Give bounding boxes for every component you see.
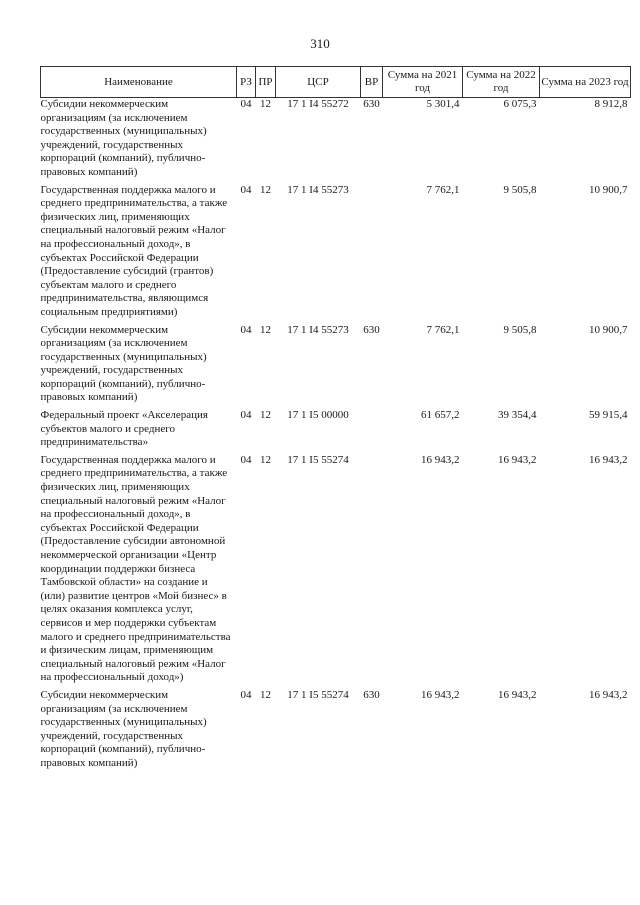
row-pr: 12 <box>260 98 271 110</box>
row-pr: 12 <box>260 323 271 336</box>
row-rz: 04 <box>240 688 252 701</box>
row-rz: 04 <box>240 453 252 466</box>
table-row <box>41 98 631 180</box>
row-csr: 17 1 I5 55274 <box>287 453 349 466</box>
row-sum-2023: 59 915,4 <box>589 409 628 422</box>
row-name: Субсидии некоммерческим организациям (за исключением государственных (муниципальных) учреждений, государственных корпораций (компаний), публично-правовых компаний) <box>40 688 207 769</box>
header-vr: ВР <box>361 67 383 98</box>
table-row <box>41 685 631 771</box>
page-number: 310 <box>310 36 330 51</box>
row-name: Государственная поддержка малого и среднего предпринимательства, а также физических лиц, применяющих специальный налоговый режим «Налог на профессиональный доход», в субъектах Российской Федерации (Предоставление субсидий (грантов) субъектам малого и среднего предпринимательства, являющимся социальным предприятиями) <box>40 183 228 318</box>
row-rz: 04 <box>240 98 252 110</box>
row-name: Государственная поддержка малого и среднего предпринимательства, а также физических лиц, применяющих специальный налоговый режим «Налог на профессиональный доход», в субъектах Российской Федерации (Предоставление субсидии автономной некоммерческой организации «Центр координации поддержки бизнеса Тамбовской области» на создание и (или) развитие центров «Мой бизнес» в целях оказания комплекса услуг, сервисов и мер поддержки субъектам малого и среднего предпринимательства и физическим лицам, применяющим специальный налоговый режим «Налог на профессиональный доход») <box>40 453 231 684</box>
row-sum-2022: 16 943,2 <box>498 453 537 466</box>
row-rz: 04 <box>240 409 252 422</box>
row-csr: 17 1 I4 55273 <box>287 323 349 336</box>
row-rz: 04 <box>240 183 252 196</box>
budget-table <box>40 66 631 771</box>
row-sum-2021: 5 301,4 <box>426 98 460 110</box>
table-header-row <box>41 67 631 98</box>
row-pr: 12 <box>260 183 271 196</box>
row-csr: 17 1 I5 00000 <box>287 409 349 422</box>
row-sum-2022: 16 943,2 <box>498 688 537 701</box>
row-pr: 12 <box>260 409 271 422</box>
header-sum-2021: Сумма на 2021 год <box>383 67 463 98</box>
row-sum-2023: 10 900,7 <box>589 183 628 196</box>
row-vr <box>361 405 383 450</box>
row-pr: 12 <box>260 453 271 466</box>
row-sum-2022: 9 505,8 <box>503 183 537 196</box>
row-vr: 630 <box>363 98 380 110</box>
header-sum-2022: Сумма на 2022 год <box>463 67 540 98</box>
header-csr: ЦСР <box>276 67 361 98</box>
row-sum-2021: 7 762,1 <box>426 183 460 196</box>
header-rz: РЗ <box>237 67 256 98</box>
row-sum-2021: 7 762,1 <box>426 323 460 336</box>
row-name: Федеральный проект «Акселерация субъектов малого и среднего предпринимательства» <box>40 409 208 449</box>
row-rz: 04 <box>240 323 252 336</box>
row-csr: 17 1 I4 55272 <box>287 98 349 110</box>
row-sum-2023: 16 943,2 <box>589 688 628 701</box>
table-row <box>41 405 631 450</box>
header-pr: ПР <box>256 67 276 98</box>
row-pr: 12 <box>260 688 271 701</box>
row-sum-2021: 16 943,2 <box>421 688 460 701</box>
row-name: Субсидии некоммерческим организациям (за исключением государственных (муниципальных) учреждений, государственных корпораций (компаний), публично-правовых компаний) <box>40 323 207 404</box>
header-sum-2023: Сумма на 2023 год <box>540 67 631 98</box>
row-sum-2023: 16 943,2 <box>589 453 628 466</box>
row-csr: 17 1 I5 55274 <box>287 688 349 701</box>
row-sum-2022: 6 075,3 <box>503 98 537 110</box>
row-sum-2022: 39 354,4 <box>498 409 537 422</box>
row-vr: 630 <box>363 688 380 701</box>
table-row <box>41 450 631 685</box>
table-row <box>41 320 631 406</box>
table-row <box>41 180 631 320</box>
row-sum-2022: 9 505,8 <box>503 323 537 336</box>
header-name: Наименование <box>41 67 237 98</box>
row-vr <box>361 180 383 320</box>
row-sum-2021: 16 943,2 <box>421 453 460 466</box>
row-sum-2021: 61 657,2 <box>421 409 460 422</box>
row-name: Субсидии некоммерческим организациям (за исключением государственных (муниципальных) учреждений, государственных корпораций (компаний), публично-правовых компаний) <box>40 98 207 178</box>
row-sum-2023: 8 912,8 <box>594 98 628 110</box>
row-vr: 630 <box>363 323 380 336</box>
row-vr <box>361 450 383 685</box>
row-csr: 17 1 I4 55273 <box>287 183 349 196</box>
row-sum-2023: 10 900,7 <box>589 323 628 336</box>
